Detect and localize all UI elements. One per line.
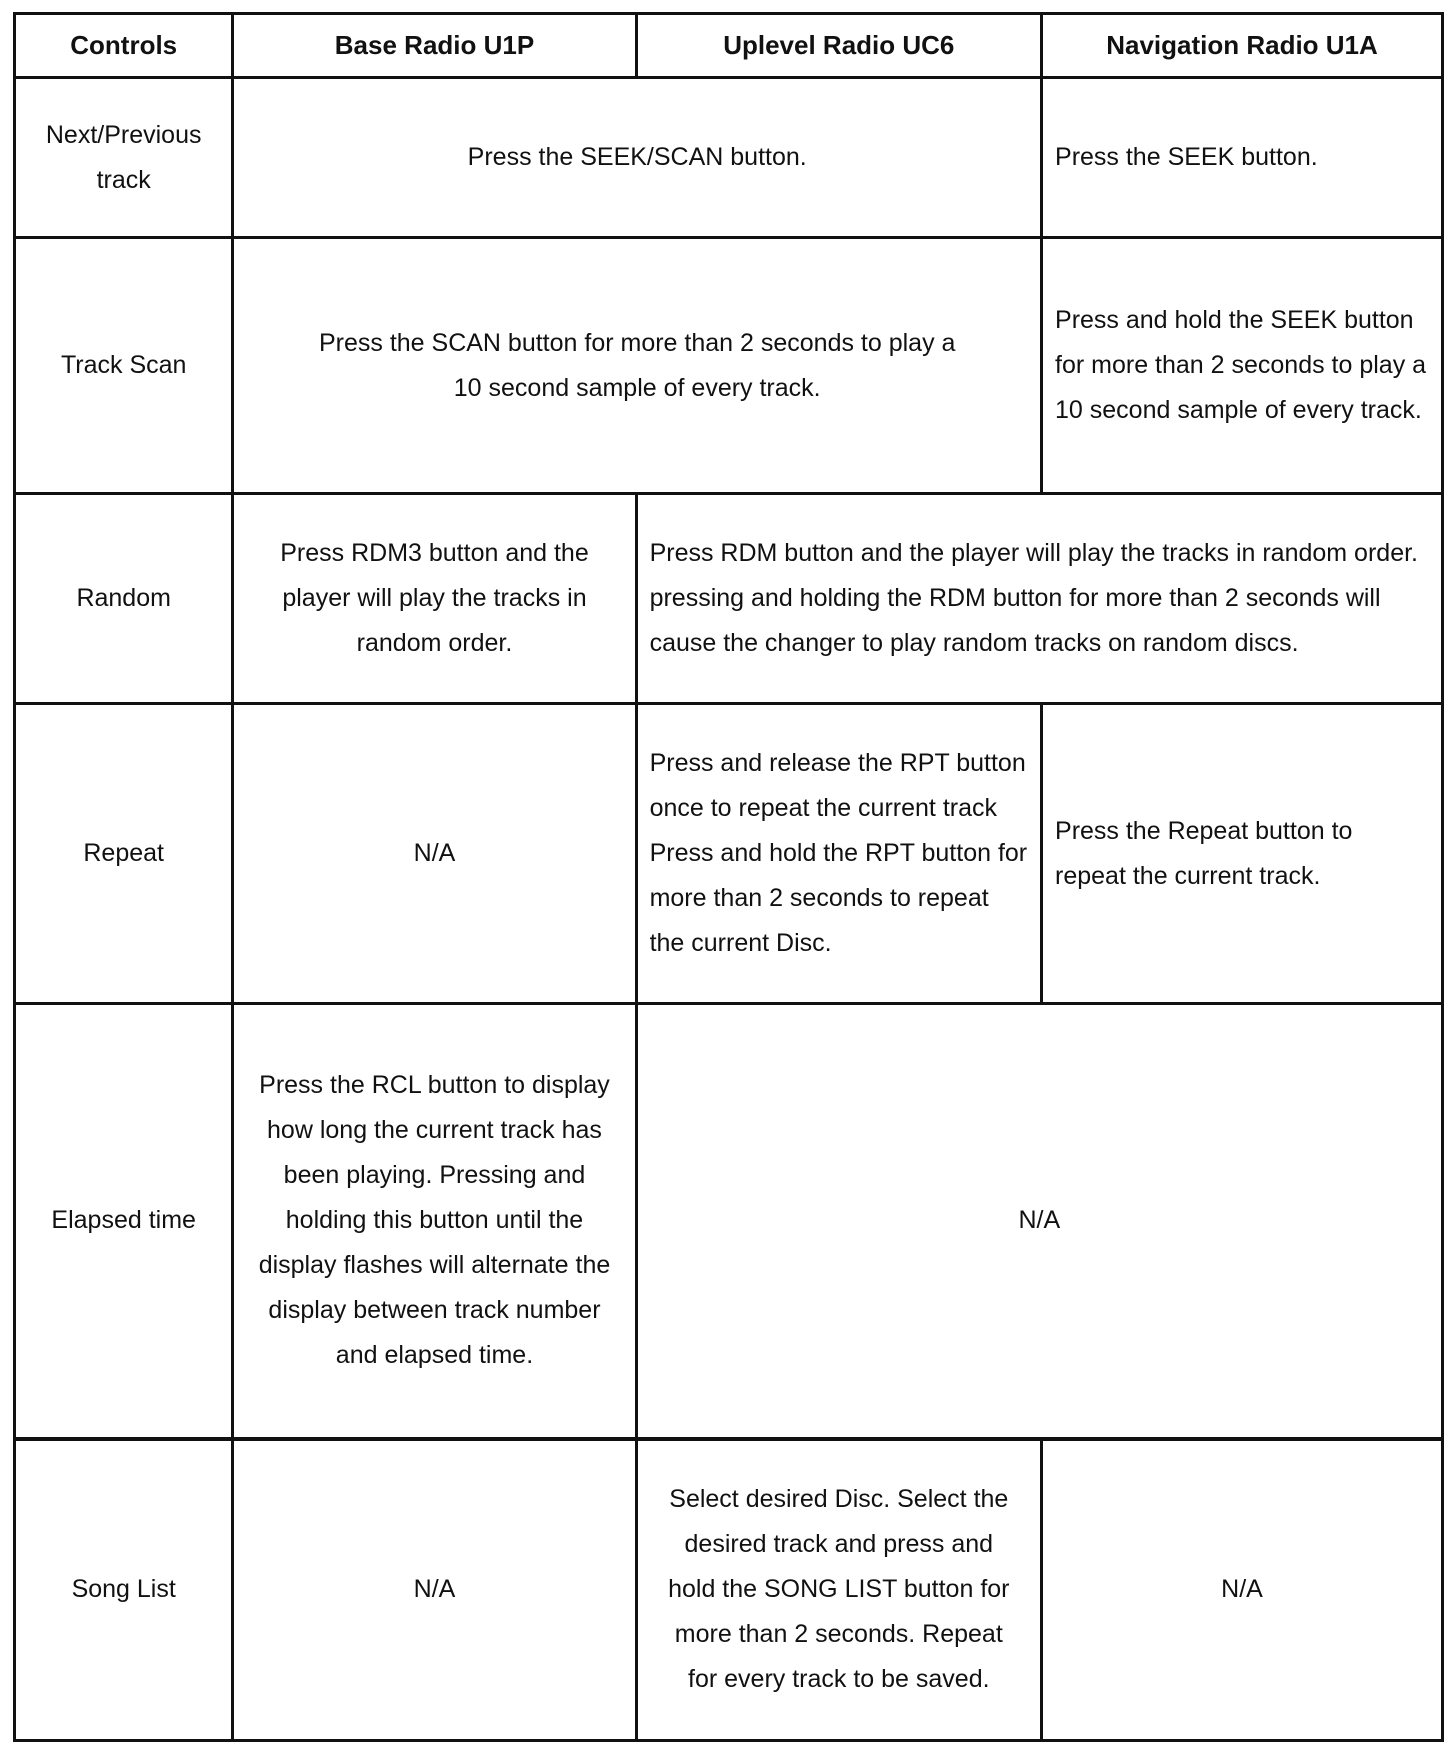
- cell-navigation: N/A: [1042, 1439, 1443, 1741]
- control-name: Repeat: [15, 704, 233, 1004]
- cell-base-uplevel: Press the SCAN button for more than 2 seconds to play a 10 second sample of every track.: [233, 238, 1042, 494]
- header-controls: Controls: [15, 14, 233, 78]
- control-name: Random: [15, 494, 233, 704]
- table-row: [15, 704, 1443, 1004]
- table-row: [15, 78, 1443, 238]
- cell-uplevel-navigation: N/A: [636, 1004, 1442, 1439]
- cell-navigation: Press and hold the SEEK button for more than 2 seconds to play a 10 second sample of every track.: [1042, 238, 1443, 494]
- header-base-radio: Base Radio U1P: [233, 14, 636, 78]
- header-navigation-radio: Navigation Radio U1A: [1042, 14, 1443, 78]
- table-row: [15, 1004, 1443, 1439]
- control-name: Song List: [15, 1439, 233, 1741]
- cell-base: N/A: [233, 1439, 636, 1741]
- control-name: Next/Previous track: [15, 78, 233, 238]
- cell-uplevel: Select desired Disc. Select the desired track and press and hold the SONG LIST button for more than 2 seconds. Repeat for every track to be saved.: [636, 1439, 1041, 1741]
- control-name: Elapsed time: [15, 1004, 233, 1439]
- cell-base-uplevel: Press the SEEK/SCAN button.: [233, 78, 1042, 238]
- header-uplevel-radio: Uplevel Radio UC6: [636, 14, 1041, 78]
- cell-uplevel-navigation: Press RDM button and the player will play the tracks in random order. pressing and holding the RDM button for more than 2 seconds will cause the changer to play random tracks on random discs.: [636, 494, 1442, 704]
- control-name: Track Scan: [15, 238, 233, 494]
- header-row: [15, 14, 1443, 78]
- cell-base: N/A: [233, 704, 636, 1004]
- table-row: [15, 1439, 1443, 1741]
- controls-table: [13, 12, 1444, 1742]
- table-row: [15, 494, 1443, 704]
- cell-navigation: Press the SEEK button.: [1042, 78, 1443, 238]
- cell-uplevel: Press and release the RPT button once to repeat the current track Press and hold the RPT button for more than 2 seconds to repeat the current Disc.: [636, 704, 1041, 1004]
- cell-base: Press RDM3 button and the player will play the tracks in random order.: [233, 494, 636, 704]
- cell-base: Press the RCL button to display how long the current track has been playing. Pressing and holding this button until the display flashes will alternate the display between track number and elapsed time.: [233, 1004, 636, 1439]
- cell-navigation: Press the Repeat button to repeat the current track.: [1042, 704, 1443, 1004]
- table-row: [15, 238, 1443, 494]
